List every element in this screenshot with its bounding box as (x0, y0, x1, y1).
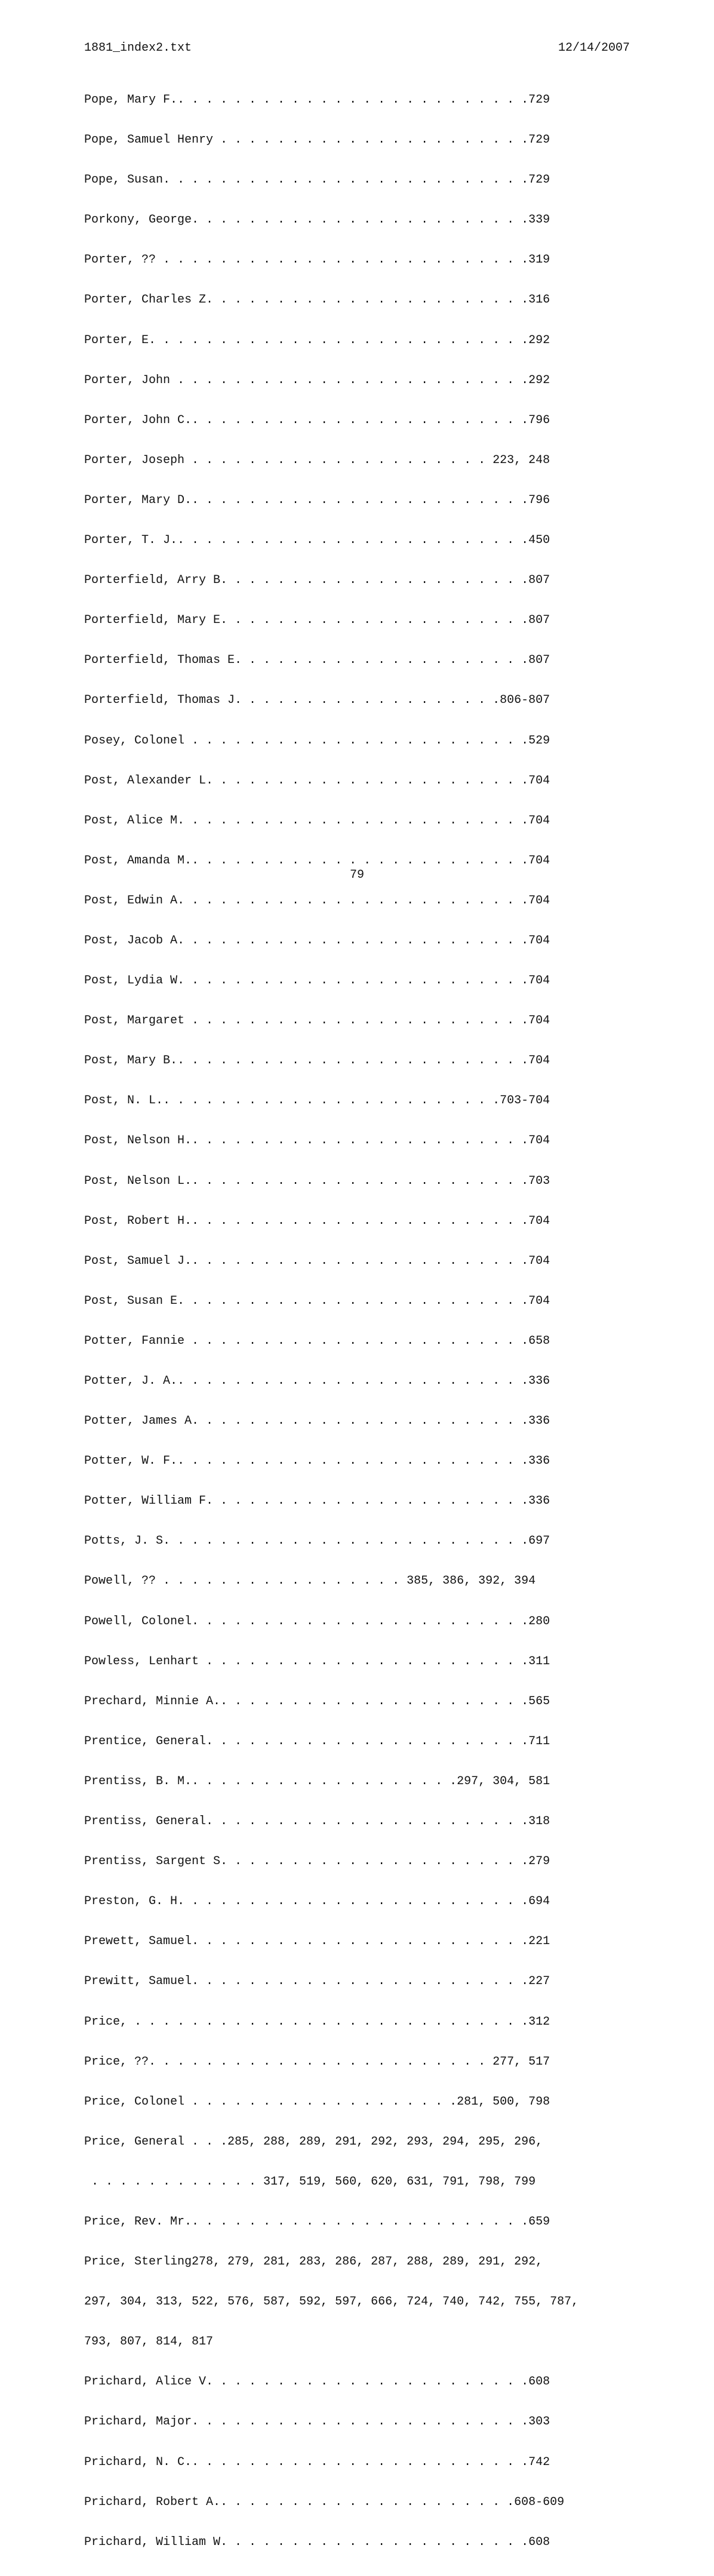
index-line: . . . . . . . . . . . . 317, 519, 560, 620, 631, 791, 798, 799 (84, 2174, 536, 2189)
index-line: Preston, G. H. . . . . . . . . . . . . . . . . . . . . . . . .694 (84, 1895, 550, 1909)
index-line: Porter, Mary D.. . . . . . . . . . . . . . . . . . . . . . . .796 (84, 493, 550, 507)
index-line: Porter, T. J.. . . . . . . . . . . . . . . . . . . . . . . . .450 (84, 533, 550, 548)
index-line: Porterfield, Thomas J. . . . . . . . . . . . . . . . . . .806-807 (84, 693, 550, 708)
index-line: Potter, W. F.. . . . . . . . . . . . . . . . . . . . . . . . .336 (84, 1454, 550, 1469)
index-line: Pope, Mary F.. . . . . . . . . . . . . . . . . . . . . . . . .729 (84, 93, 550, 107)
index-line: Prentiss, General. . . . . . . . . . . . . . . . . . . . . . .318 (84, 1815, 550, 1829)
index-line: Potter, James A. . . . . . . . . . . . . . . . . . . . . . . .336 (84, 1414, 550, 1429)
index-line: Prechard, Minnie A.. . . . . . . . . . . . . . . . . . . . . .565 (84, 1694, 550, 1708)
index-line: Porterfield, Arry B. . . . . . . . . . . . . . . . . . . . . .807 (84, 573, 550, 588)
index-line: Post, Susan E. . . . . . . . . . . . . . . . . . . . . . . . .704 (84, 1294, 550, 1308)
print-date: 12/14/2007 (558, 41, 630, 55)
index-line: Powless, Lenhart . . . . . . . . . . . . . . . . . . . . . . .311 (84, 1654, 550, 1668)
index-line: Prichard, Major. . . . . . . . . . . . . . . . . . . . . . . .303 (84, 2415, 550, 2429)
index-line: Prentice, General. . . . . . . . . . . . . . . . . . . . . . .711 (84, 1734, 550, 1748)
index-line: Post, Robert H.. . . . . . . . . . . . . . . . . . . . . . . .704 (84, 1214, 550, 1228)
index-line: Porter, Charles Z. . . . . . . . . . . . . . . . . . . . . . .316 (84, 293, 550, 307)
file-name: 1881_index2.txt (84, 41, 192, 55)
index-line: Porter, E. . . . . . . . . . . . . . . . . . . . . . . . . . .292 (84, 333, 550, 347)
index-line: Price, Sterling278, 279, 281, 283, 286, 287, 288, 289, 291, 292, (84, 2255, 543, 2269)
index-line: Prewitt, Samuel. . . . . . . . . . . . . . . . . . . . . . . .227 (84, 1975, 550, 1989)
index-line: Post, Lydia W. . . . . . . . . . . . . . . . . . . . . . . . .704 (84, 974, 550, 988)
index-line: Post, Nelson H.. . . . . . . . . . . . . . . . . . . . . . . .704 (84, 1134, 550, 1148)
index-line: Price, General . . .285, 288, 289, 291, 292, 293, 294, 295, 296, (84, 2134, 543, 2149)
index-list (84, 66, 578, 2576)
index-line: Post, Alice M. . . . . . . . . . . . . . . . . . . . . . . . .704 (84, 813, 550, 828)
index-line: Price, Colonel . . . . . . . . . . . . . . . . . . .281, 500, 798 (84, 2094, 550, 2109)
index-line: Price, . . . . . . . . . . . . . . . . . . . . . . . . . . . .312 (84, 2014, 550, 2029)
index-line: Porter, John . . . . . . . . . . . . . . . . . . . . . . . . .292 (84, 373, 550, 387)
index-line: Prentiss, Sargent S. . . . . . . . . . . . . . . . . . . . . .279 (84, 1855, 550, 1869)
index-line: Prichard, Alice V. . . . . . . . . . . . . . . . . . . . . . .608 (84, 2375, 550, 2389)
index-line: Post, Samuel J.. . . . . . . . . . . . . . . . . . . . . . . .704 (84, 1254, 550, 1268)
index-line: Prichard, N. C.. . . . . . . . . . . . . . . . . . . . . . . .742 (84, 2455, 550, 2469)
index-line: Porterfield, Thomas E. . . . . . . . . . . . . . . . . . . . .807 (84, 653, 550, 668)
index-line: Post, Edwin A. . . . . . . . . . . . . . . . . . . . . . . . .704 (84, 893, 550, 908)
index-line: Price, ??. . . . . . . . . . . . . . . . . . . . . . . . 277, 517 (84, 2054, 550, 2069)
index-line: Post, Jacob A. . . . . . . . . . . . . . . . . . . . . . . . .704 (84, 933, 550, 948)
index-line: Porkony, George. . . . . . . . . . . . . . . . . . . . . . . .339 (84, 213, 550, 227)
index-line: Prewett, Samuel. . . . . . . . . . . . . . . . . . . . . . . .221 (84, 1935, 550, 1949)
index-line: Potts, J. S. . . . . . . . . . . . . . . . . . . . . . . . . .697 (84, 1534, 550, 1548)
index-line: Potter, Fannie . . . . . . . . . . . . . . . . . . . . . . . .658 (84, 1334, 550, 1348)
index-line: Posey, Colonel . . . . . . . . . . . . . . . . . . . . . . . .529 (84, 733, 550, 748)
index-line: Post, Margaret . . . . . . . . . . . . . . . . . . . . . . . .704 (84, 1014, 550, 1028)
index-line: Potter, J. A.. . . . . . . . . . . . . . . . . . . . . . . . .336 (84, 1374, 550, 1388)
index-line: Prentiss, B. M.. . . . . . . . . . . . . . . . . . .297, 304, 581 (84, 1774, 550, 1788)
index-line: Prichard, Robert A.. . . . . . . . . . . . . . . . . . . . .608-609 (84, 2495, 565, 2509)
page-number: 79 (349, 868, 364, 882)
index-line: Post, N. L.. . . . . . . . . . . . . . . . . . . . . . . .703-704 (84, 1094, 550, 1108)
index-line: Porter, Joseph . . . . . . . . . . . . . . . . . . . . . 223, 248 (84, 453, 550, 467)
index-line: Price, Rev. Mr.. . . . . . . . . . . . . . . . . . . . . . . .659 (84, 2214, 550, 2229)
index-line: Powell, ?? . . . . . . . . . . . . . . . . . 385, 386, 392, 394 (84, 1574, 536, 1588)
index-line: Post, Nelson L.. . . . . . . . . . . . . . . . . . . . . . . .703 (84, 1174, 550, 1188)
index-line: Porter, John C.. . . . . . . . . . . . . . . . . . . . . . . .796 (84, 413, 550, 427)
index-line: Prichard, William W. . . . . . . . . . . . . . . . . . . . . .608 (84, 2535, 550, 2549)
index-line: 793, 807, 814, 817 (84, 2335, 214, 2349)
index-line: Post, Mary B.. . . . . . . . . . . . . . . . . . . . . . . . .704 (84, 1054, 550, 1068)
index-line: Porter, ?? . . . . . . . . . . . . . . . . . . . . . . . . . .319 (84, 253, 550, 267)
index-line: Pope, Susan. . . . . . . . . . . . . . . . . . . . . . . . . .729 (84, 173, 550, 187)
index-line: 297, 304, 313, 522, 576, 587, 592, 597, 666, 724, 740, 742, 755, 787, (84, 2295, 579, 2309)
index-line: Post, Amanda M.. . . . . . . . . . . . . . . . . . . . . . . .704 (84, 853, 550, 868)
index-line: Powell, Colonel. . . . . . . . . . . . . . . . . . . . . . . .280 (84, 1614, 550, 1628)
index-line: Potter, William F. . . . . . . . . . . . . . . . . . . . . . .336 (84, 1494, 550, 1508)
index-line: Post, Alexander L. . . . . . . . . . . . . . . . . . . . . . .704 (84, 773, 550, 788)
index-line: Pope, Samuel Henry . . . . . . . . . . . . . . . . . . . . . .729 (84, 133, 550, 147)
index-line: Porterfield, Mary E. . . . . . . . . . . . . . . . . . . . . .807 (84, 613, 550, 628)
